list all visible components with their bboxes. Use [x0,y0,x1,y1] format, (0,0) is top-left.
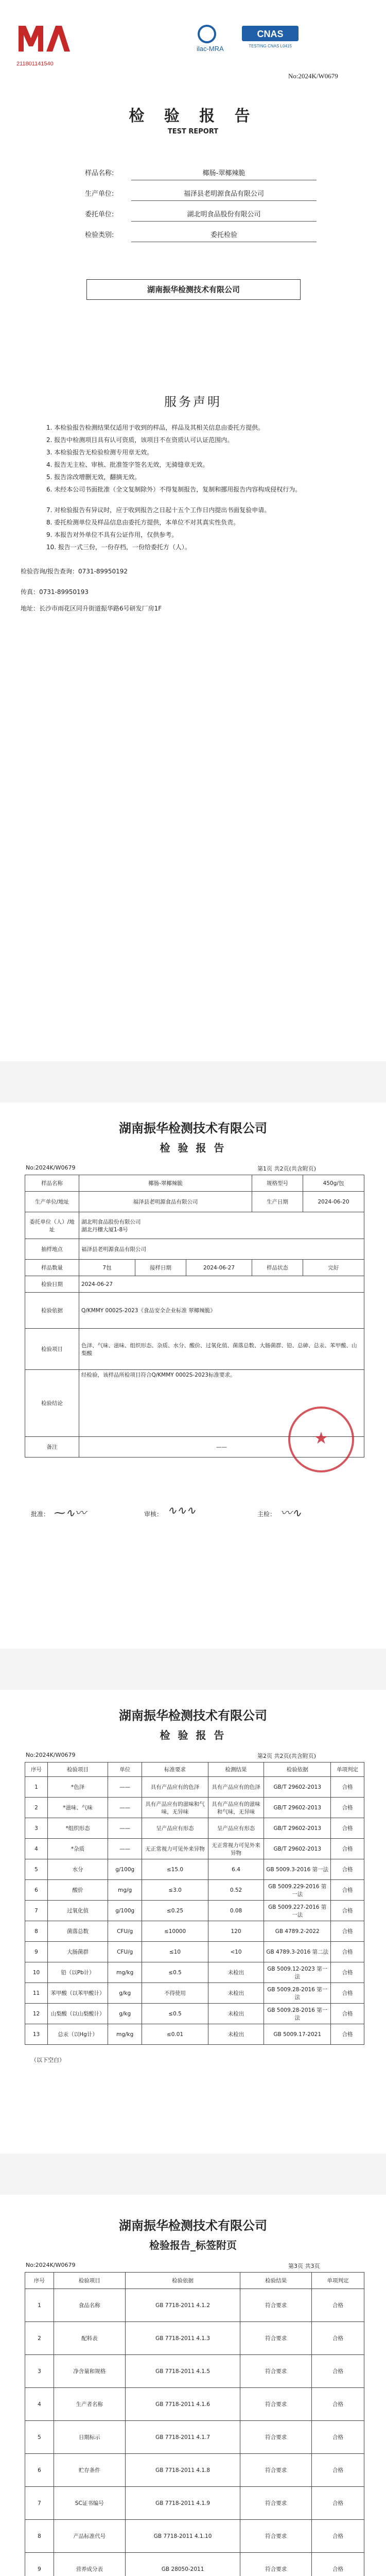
underline [131,200,317,201]
conclusion-text: 经检验，该样品所检项目符合Q/KMMY 0002S-2023标准要求。 [81,1372,236,1378]
table-cell: 具有产品应有的色泽 [142,1777,208,1798]
cma-logo [15,21,72,57]
table-cell: ≤10000 [142,1921,208,1942]
page-number: 第3页 共3页 [288,2263,320,2269]
column-header: 单位 [108,1762,142,1777]
table-row [25,1880,364,1901]
table-cell: GB 5009.28-2016 第一法 [264,1983,331,2004]
field-label: 样品名称: [85,170,114,177]
report-title: 检 验 报 告 [160,1729,226,1741]
field-value: 椰肠-翠椰辣脆 [202,170,245,177]
table-cell: 大肠菌群 [48,1942,108,1962]
column-header: 检验项目 [48,1762,108,1777]
table-cell: GB 7718-2011 4.1.3 [125,2322,240,2355]
table-cell: 合格 [312,2487,364,2520]
table-row [25,2421,364,2454]
report-page-3 [0,2195,386,2576]
table-cell: 3 [25,2355,54,2388]
table-row [25,2388,364,2421]
table-cell: 符合要求 [240,2355,312,2388]
table-cell: *滋味、气味 [48,1798,108,1818]
cover-page-footer [0,556,386,1061]
table-row [25,2355,364,2388]
table-cell: 菌落总数 [48,1921,108,1942]
ilac-text: ilac-MRA [197,45,224,53]
table-cell: GB 7718-2011 4.1.2 [125,2289,240,2322]
table-cell: GB 7718-2011 4.1.8 [125,2454,240,2487]
contact-address [21,604,162,613]
underline [131,221,317,222]
table-row [25,1942,364,1962]
table-row [25,1901,364,1921]
table-cell: 12 [25,2004,48,2024]
table-cell: 符合要求 [240,2421,312,2454]
cnas-logo [242,26,299,49]
table-cell: ≤0.5 [142,1962,208,1983]
table-cell: g/kg [108,1983,142,2004]
table-row [25,1921,364,1942]
cell-value: 完好 [303,1260,364,1276]
table-cell: 不得使用 [142,1983,208,2004]
reviewer-label: 审核： [144,1511,163,1518]
table-cell: GB 7718-2011 4.1.10 [125,2520,240,2553]
cell-label: 备注 [25,1437,79,1458]
table-row [25,1839,364,1859]
report-title: 检 验 报 告 [129,107,257,125]
column-header: 检测结果 [208,1762,264,1777]
address-label: 地址： [21,605,40,612]
table-row [25,2004,364,2024]
table-cell: 13 [25,2024,48,2045]
table-cell: 合格 [312,2289,364,2322]
page-separator [0,2154,386,2195]
table-row [25,2322,364,2355]
table-cell: 符合要求 [240,2520,312,2553]
table-cell: 合格 [312,2553,364,2576]
table-cell: GB 28050-2011 [125,2553,240,2576]
table-cell: GB 5009.28-2016 第一法 [264,2004,331,2024]
table-cell: 贮存条件 [54,2454,125,2487]
column-header: 检验项目 [54,2273,125,2289]
table-cell: 食品名称 [54,2289,125,2322]
table-cell: 10 [25,1962,48,1983]
cma-number: 211801141540 [16,61,54,67]
statement-item: 3. 本检验报告无检验检测专用章无效。 [46,449,153,456]
table-cell: 铅（以Pb计） [48,1962,108,1983]
column-header: 单项判定 [312,2273,364,2289]
table-cell: 水分 [48,1859,108,1880]
table-cell: GB/T 29602-2013 [264,1798,331,1818]
table-row [25,2289,364,2322]
table-cell: 合格 [331,2004,364,2024]
table-cell: GB 7718-2011 4.1.9 [125,2487,240,2520]
table-row [25,2487,364,2520]
table-row [25,2454,364,2487]
table-cell: 营养成分表 [54,2553,125,2576]
fax-value: 0731-89950193 [39,588,89,596]
table-cell: 未检出 [208,2004,264,2024]
cell-label: 接样日期 [135,1260,186,1276]
table-cell: 日期标示 [54,2421,125,2454]
page-number: 第2页 共2页(共含附页) [257,1753,317,1759]
table-cell: ≤15.0 [142,1859,208,1880]
results-table [25,1762,364,2045]
table-cell: 未检出 [208,2024,264,2045]
cell-label: 生产日期 [252,1192,303,1212]
table-cell: —— [108,1818,142,1839]
column-header: 序号 [25,1762,48,1777]
table-cell: 符合要求 [240,2322,312,2355]
table-cell: GB/T 29602-2013 [264,1777,331,1798]
cell-value [79,1212,364,1239]
table-cell: 产品标准代号 [54,2520,125,2553]
table-cell: mg/kg [108,1962,142,1983]
column-header: 检验结果 [240,2273,312,2289]
cell-label: 样品数量 [25,1260,79,1276]
table-cell: GB 4789.3-2016 第二法 [264,1942,331,1962]
blank-note: （以下空白） [31,2057,65,2063]
cell-value: 椰肠-翠椰辣脆 [79,1175,252,1192]
column-header: 单项判定 [331,1762,364,1777]
cell-label: 抽样地点 [25,1239,79,1260]
table-cell: 0.52 [208,1880,264,1901]
field-client [85,206,317,222]
client-name: 湖北明食品股份有限公司 [81,1218,141,1225]
cell-label: 检验项目 [25,1329,79,1370]
approver-signature: ⁓∿〰 [54,1507,86,1520]
table-cell: 1 [25,2289,54,2322]
table-cell: 7 [25,1901,48,1921]
report-title: 检 验 报 告 [160,1142,226,1154]
phone-value: 0731-89950192 [78,568,128,575]
table-cell: 合格 [312,2454,364,2487]
table-cell: 苯甲酸（以苯甲酸计） [48,1983,108,2004]
table-cell: ≤0.01 [142,2024,208,2045]
tester-label: 主检： [257,1511,276,1518]
field-category [85,227,317,242]
table-cell: 符合要求 [240,2388,312,2421]
approver-label: 批准： [31,1511,50,1518]
table-cell: *色泽 [48,1777,108,1798]
table-cell: 2 [25,2322,54,2355]
statement-title: 服务声明 [164,395,222,409]
table-cell: 合格 [331,1921,364,1942]
company-title: 湖南振华检测技术有限公司 [119,1708,267,1723]
table-cell: 未检出 [208,1962,264,1983]
client-address: 湖北丹穰大厦1-8号 [81,1226,128,1233]
contact-phone [21,567,128,575]
table-cell: 合格 [331,1901,364,1921]
table-cell: ≤10 [142,1942,208,1962]
table-cell: 4 [25,2388,54,2421]
report-page-2 [0,1690,386,2154]
table-cell: 合格 [331,1818,364,1839]
label-table [25,2272,364,2576]
ilac-mra-logo [196,23,237,54]
table-cell: ≤0.5 [142,2004,208,2024]
field-value: 湖北明食品股份有限公司 [187,211,261,218]
statement-item: 5. 报告涂改增删无效，翻摘无效。 [46,473,141,481]
table-cell: 1 [25,1777,48,1798]
statement-item: 7. 对检验报告有异议时，应于收到报告之日起十五个工作日内提出书面复验申请。 [46,506,271,514]
field-producer [85,185,317,201]
table-row [25,1859,364,1880]
cell-value: 色泽、气味、滋味、组织形态、杂质、水分、酸价、过氧化值、菌落总数、大肠菌群、铅、总砷、总汞、苯甲酸、山梨酸 [79,1329,364,1370]
field-label: 检验类别: [85,231,114,239]
table-cell: CFU/g [108,1942,142,1962]
report-number: No:2024K/W0679 [26,1752,76,1758]
table-row [25,1798,364,1818]
table-cell: —— [108,1798,142,1818]
table-cell: GB 5009.3-2016 第一法 [264,1859,331,1880]
table-cell: 具有产品应有的色泽 [208,1777,264,1798]
cell-value: 450g/包 [303,1175,364,1192]
table-cell: CFU/g [108,1921,142,1942]
table-row [25,2553,364,2576]
cell-label: 生产单位/地址 [25,1192,79,1212]
table-cell: 符合要求 [240,2454,312,2487]
table-cell: g/kg [108,2004,142,2024]
cell-value: 2024-06-27 [79,1276,364,1293]
reviewer-signature: ∿∿∿ [167,1504,196,1517]
cell-label: 样品名称 [25,1175,79,1192]
table-cell: 5 [25,1859,48,1880]
table-cell: mg/g [108,1880,142,1901]
table-cell: 具有产品应有的滋味和气味，无异味 [142,1798,208,1818]
table-cell: 3 [25,1818,48,1839]
field-label: 生产单位: [85,190,114,198]
report-number: No:2024K/W0679 [26,2262,76,2268]
table-cell: 无正常视力可见外来异物 [208,1839,264,1859]
table-cell: GB 7718-2011 4.1.7 [125,2421,240,2454]
table-cell: 山梨酸（以山梨酸计） [48,2004,108,2024]
table-cell: 符合要求 [240,2553,312,2576]
cell-label: 委托单位（人）/地址 [25,1212,79,1239]
table-cell: —— [108,1839,142,1859]
table-cell: 合格 [331,1880,364,1901]
cnas-sub-text: TESTING CNAS L0415 [249,44,292,48]
table-cell: 生产者名称 [54,2388,125,2421]
table-cell: GB 4789.2-2022 [264,1921,331,1942]
table-cell: 11 [25,1983,48,2004]
field-label: 委托单位: [85,211,114,218]
fax-label: 传真： [21,588,40,596]
statement-item: 9. 本报告对外单位不具有公证作用，仅供参考。 [46,531,178,538]
cell-value: 2024-06-20 [303,1192,364,1212]
statement-item: 10. 报告一式三份，一份存档，一份给委托方（人）。 [46,544,191,551]
table-cell: 9 [25,1942,48,1962]
page-number: 第1页 共2页(共含附页) [257,1165,317,1172]
table-cell: 5 [25,2421,54,2454]
table-cell: 总汞（以Hg计） [48,2024,108,2045]
field-value: 委托检验 [210,231,237,239]
table-row [25,2024,364,2045]
cell-label: 检验依据 [25,1293,79,1329]
cell-value: Q/KMMY 0002S-2023《食品安全企业标准 翠椰辣脆》 [79,1293,364,1329]
table-cell: GB 7718-2011 4.1.6 [125,2388,240,2421]
table-cell: ≤3.0 [142,1880,208,1901]
table-cell: 合格 [312,2322,364,2355]
table-row [25,1962,364,1983]
table-cell: 符合要求 [240,2487,312,2520]
table-cell: 2 [25,1798,48,1818]
table-cell: 具有产品应有的滋味和气味，无异味 [208,1798,264,1818]
table-cell: 合格 [331,1839,364,1859]
table-cell: 符合要求 [240,2289,312,2322]
table-cell: 未检出 [208,1983,264,2004]
table-cell: *组织形态 [48,1818,108,1839]
table-cell: 合格 [331,1962,364,1983]
table-cell: *杂质 [48,1839,108,1859]
table-cell: 合格 [312,2421,364,2454]
table-cell: 6 [25,1880,48,1901]
table-cell: GB 7718-2011 4.1.5 [125,2355,240,2388]
star-icon: ★ [313,1428,329,1448]
table-cell: 6.4 [208,1859,264,1880]
table-cell: 合格 [331,1983,364,2004]
statement-item: 6. 未经本公司书面批准（全文复制除外）不得复制报告，复制和挪用报告内容构成侵权行为。 [46,486,302,493]
cover-page [0,0,386,556]
report-title: 检验报告_标签附页 [149,2239,237,2251]
tester-signature: 〰∿ [280,1507,302,1520]
column-header: 序号 [25,2273,54,2289]
table-cell: 无正常视力可见外来异物 [142,1839,208,1859]
table-cell: <10 [208,1942,264,1962]
table-row [25,1983,364,2004]
table-cell: 过氧化值 [48,1901,108,1921]
company-title: 湖南振华检测技术有限公司 [119,1121,267,1136]
table-cell: 合格 [312,2388,364,2421]
cell-label: 检验日期 [25,1276,79,1293]
statement-item: 2. 报告中检测项目具有认可资质，该项目不在资质认可认证范围内。 [46,436,234,444]
field-value: 福泽县老明源食品有限公司 [183,190,264,198]
table-cell: GB 5009.227-2016 第一法 [264,1901,331,1921]
report-number: No:2024K/W0679 [288,72,338,80]
phone-label: 检验咨询/报告查询： [21,568,79,575]
column-header: 检验依据 [264,1762,331,1777]
page-separator [0,1649,386,1690]
table-row [25,1777,364,1798]
table-cell: GB/T 29602-2013 [264,1818,331,1839]
cell-label: 规格型号 [252,1175,303,1192]
table-cell: GB 5009.17-2021 [264,2024,331,2045]
field-sample-name [85,165,317,180]
table-cell: 呈产品应有形态 [142,1818,208,1839]
table-cell: 9 [25,2553,54,2576]
table-cell: 合格 [312,2520,364,2553]
column-header: 标准要求 [142,1762,208,1777]
table-cell: g/100g [108,1859,142,1880]
report-title-en: TEST REPORT [167,128,219,135]
table-cell: 酸价 [48,1880,108,1901]
table-cell: 7 [25,2487,54,2520]
statement-item: 4. 报告无主检、审核、批准签字签名无效，无骑缝章无效。 [46,461,209,468]
institution-name: 湖南振华检测技术有限公司 [86,279,301,300]
table-cell: 合格 [331,1798,364,1818]
column-header: 检验依据 [125,2273,240,2289]
statement-item: 1. 本检验报告检测结果仅适用于收到的样品，样品及其相关信息由委托方提供。 [46,424,265,431]
cell-value: 2024-06-27 [186,1260,252,1276]
table-cell: 120 [208,1921,264,1942]
table-cell: 4 [25,1839,48,1859]
table-row [25,2520,364,2553]
table-cell: 8 [25,1921,48,1942]
table-cell: GB 5009.229-2016 第一法 [264,1880,331,1901]
table-cell: GB 5009.12-2023 第一法 [264,1962,331,1983]
table-cell: —— [108,1777,142,1798]
cell-value: —— [79,1437,364,1458]
table-cell: 0.08 [208,1901,264,1921]
table-cell: g/100g [108,1901,142,1921]
address-value: 长沙市雨花区同升街道振华路6号研发厂房1F [39,605,162,612]
company-title: 湖南振华检测技术有限公司 [119,2218,267,2233]
table-cell: 呈产品应有形态 [208,1818,264,1839]
table-cell: 合格 [331,1777,364,1798]
table-cell: SC证书编号 [54,2487,125,2520]
table-cell: ≤0.25 [142,1901,208,1921]
table-cell: 配料表 [54,2322,125,2355]
contact-fax [21,587,89,596]
table-cell: 合格 [312,2355,364,2388]
table-cell: 8 [25,2520,54,2553]
table-cell: 6 [25,2454,54,2487]
cnas-text: CNAS [257,29,284,39]
table-cell: 合格 [331,1942,364,1962]
table-cell: 净含量和规格 [54,2355,125,2388]
page-separator [0,1061,386,1103]
table-cell: 合格 [331,2024,364,2045]
cell-label: 检验结论 [25,1370,79,1437]
cell-value: 福泽县老明源食品有限公司 [79,1239,364,1260]
cell-label: 样品状态 [252,1260,303,1276]
statement-item: 8. 委托检测单位及样品信息由委托方提供，本单位不对其真实性负责。 [46,519,240,526]
cell-value: 7包 [79,1260,135,1276]
table-cell: GB/T 29602-2013 [264,1839,331,1859]
cell-value: 福泽县老明源食品有限公司 [79,1192,252,1212]
official-seal [288,1406,354,1472]
table-cell: 合格 [331,1859,364,1880]
table-cell: mg/kg [108,2024,142,2045]
report-page-1 [0,1103,386,1649]
table-row [25,1818,364,1839]
report-number: No:2024K/W0679 [26,1164,76,1171]
